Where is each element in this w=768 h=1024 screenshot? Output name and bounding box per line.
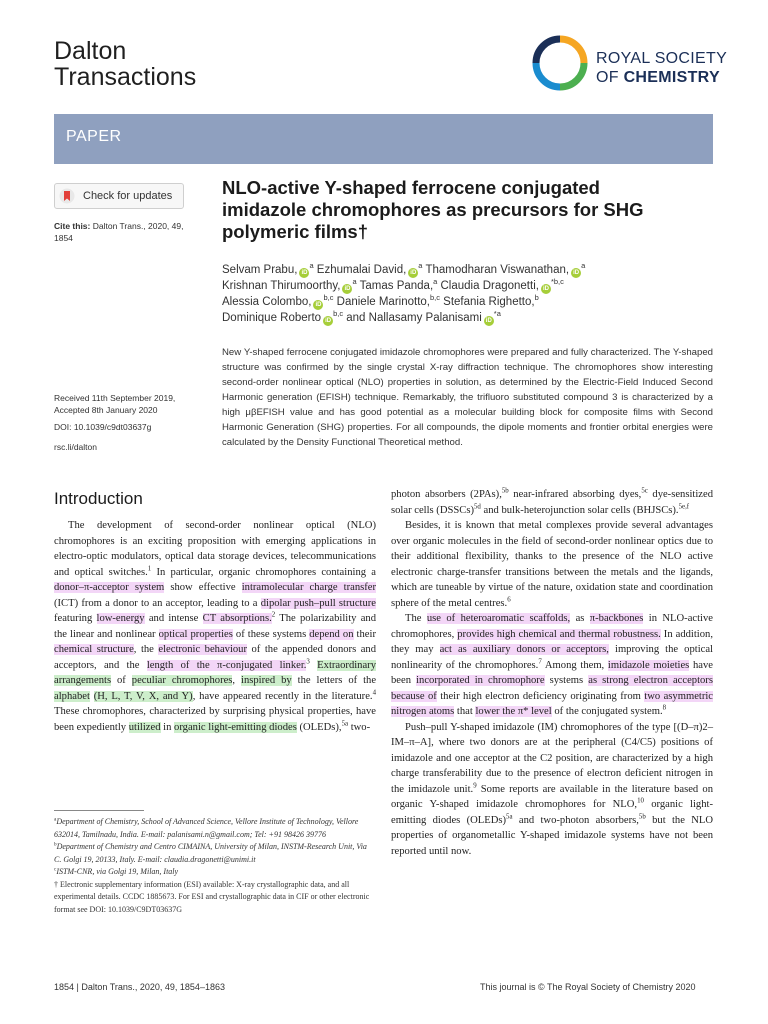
- bookmark-icon: [59, 188, 75, 204]
- footer-citation: 1854 | Dalton Trans., 2020, 49, 1854–1863: [54, 982, 225, 992]
- article-title: NLO-active Y-shaped ferrocene conjugated imidazole chromophores as precursors for SHG polymeric films†: [222, 177, 644, 242]
- rsc-logo-icon: [532, 35, 588, 91]
- highlight: lower the π* level: [475, 706, 552, 717]
- highlight: provides high chemical and thermal robustness.: [457, 628, 661, 640]
- journal-title-line2: Transactions: [54, 63, 197, 91]
- orcid-icon[interactable]: iD: [344, 286, 351, 292]
- orcid-icon[interactable]: iD: [542, 286, 549, 292]
- paragraph: Besides, it is known that metal complexes provide several advantages over organic molecules in the field of second-order nonlinear optics due to their additional flexibility, thanks to the presence of the NLO active electronic charge-transfer transitions between the metals and the ligands, which are tuneable by virtue of the nature, oxidation state and coordination sphere of the metal centres.$^6$: [391, 520, 713, 609]
- publisher-name: [596, 49, 727, 87]
- journal-site-link[interactable]: rsc.li/dalton: [54, 442, 97, 452]
- affiliation-c: $^c$ISTM-CNR, via Golgi 19, Milan, Italy: [54, 866, 179, 876]
- highlight: Extraordinary arrangements: [54, 659, 377, 686]
- highlight: alphabet: [54, 690, 90, 702]
- orcid-icon[interactable]: iD: [315, 302, 322, 308]
- highlight: use of heteroaromatic scaffolds,: [426, 613, 571, 624]
- orcid-icon[interactable]: iD: [325, 318, 332, 324]
- paragraph: photon absorbers (2PAs),$^{5b}$ near-infrared absorbing dyes,$^{5c}$ dye-sensitized solar cells (DSSCs)$^{5d}$ and bulk-heterojunction solar cells (BHJSCs).$^{5e,f}$: [391, 487, 713, 516]
- highlight: because of: [391, 690, 437, 702]
- orcid-icon[interactable]: iD: [410, 270, 417, 276]
- highlight: donor–π-acceptor system: [54, 582, 165, 593]
- highlight: organic light-emitting diodes: [174, 721, 297, 733]
- highlight: utilized: [128, 721, 161, 733]
- esi-note: † Electronic supplementary information (ESI) available: X-ray crystallographic data, and all experimental details. CCDC 1885673. For ESI and crystallographic data in CIF or other electronic format see DOI: 10.1039/C9DT03637G: [54, 879, 370, 914]
- publisher-line2: OF CHEMISTRY: [596, 69, 720, 86]
- section-heading-introduction: Introduction: [54, 489, 143, 508]
- highlight: inspired by: [241, 675, 292, 686]
- body-column-right: [391, 487, 713, 859]
- accepted-line: Accepted 8th January 2020: [54, 405, 158, 415]
- publisher-line1: ROYAL SOCIETY: [596, 50, 728, 67]
- highlight: peculiar chromophores: [131, 675, 233, 686]
- article-type-label: PAPER: [66, 128, 122, 145]
- body-column-left: [54, 518, 376, 735]
- affiliation-b: $^b$Department of Chemistry and Centro CIMAINA, University of Milan, INSTM-Research Unit, Via C. Golgi 19, 20133, Italy. E-mail: claudia.dragonetti@unimi.it: [54, 841, 367, 864]
- author-list: Selvam Prabu, $iD^a$ Ezhumalai David, $iD^a$ Thamodharan Viswanathan, $iD^a$ Krishnan Thirumoorthy, $iD^a$ Tamas Panda,$^a$ Claudia Dragonetti, iD$^{*b,c}$ Alessia Colombo, iD$^{b,c}$ Daniele Marinotto,$^{b,c}$ Stefania Righetto,$^b$ Dominique Roberto iD$^{b,c}$ and Nallasamy Palanisami $iD^{*a}$: [222, 261, 586, 324]
- article-type-band: [54, 114, 713, 164]
- highlight: chemical structure: [54, 644, 134, 655]
- abstract: New Y-shaped ferrocene conjugated imidazole chromophores were prepared and fully characterized. The Y-shaped structure was confirmed by the single crystal X-ray diffraction technique. The chromophores show interesting second-order nonlinear optical (NLO) properties in solution, as determined by the Electric-Field Induced Second Harmonic generation (EFISH) technique. Remarkably, the trifluoro substituted compound 3 is characterized by a high μβEFISH value and has good potential as a molecular building block for composite films with Second Harmonic Generation (SHG) properties. For all compounds, the dipole moments and frontier orbital energies were calculated by the Density Functional Theoretical method.: [222, 347, 713, 448]
- highlight: two asymmetric nitrogen atoms: [391, 690, 714, 717]
- highlight: (H, L, T, V, X, and Y): [93, 690, 193, 702]
- check-for-updates-label: Check for updates: [83, 190, 173, 202]
- highlight: low-energy: [96, 613, 145, 624]
- affiliation-a: $^a$Department of Chemistry, School of Advanced Science, Vellore Institute of Technology, Vellore 632014, Tamilnadu, India. E-mail: palanisami.n@gmail.com; Tel: +91 98426 39776: [54, 816, 359, 839]
- footnote-divider: [54, 810, 144, 811]
- orcid-icon[interactable]: iD: [301, 270, 308, 276]
- highlight: imidazole moieties: [607, 659, 690, 671]
- cite-label: Cite this:: [54, 221, 91, 231]
- highlight: incorporated in chromophore: [416, 675, 545, 686]
- journal-title: [54, 38, 196, 90]
- affiliations: [54, 816, 376, 916]
- paragraph: The use of heteroaromatic scaffolds, as π-backbones in NLO-active chromophores, provides high chemical and thermal robustness. In addition, they may act as auxiliary donors or acceptors, improving the optical nonlinearity of the chromophores.$^7$ Among them, imidazole moieties have been incorporated in chromophore systems as strong electron acceptors because of their high electron deficiency originating from two asymmetric nitrogen atoms that lower the π* level of the conjugated system.$^8$: [391, 613, 714, 717]
- cite-this: [54, 220, 204, 244]
- cite-text: Dalton Trans., 2020, 49, 1854: [54, 221, 184, 243]
- highlight: as strong electron acceptors: [588, 675, 713, 686]
- footer-copyright: This journal is © The Royal Society of Chemistry 2020: [480, 982, 696, 992]
- check-for-updates-button[interactable]: [54, 183, 184, 209]
- orcid-icon[interactable]: iD: [573, 270, 580, 276]
- orcid-icon[interactable]: iD: [485, 318, 492, 324]
- highlight: electronic behaviour: [158, 644, 248, 655]
- highlight: CT absorptions.: [202, 613, 272, 624]
- received-line: Received 11th September 2019,: [54, 393, 176, 403]
- highlight: dipolar push–pull structure: [260, 597, 376, 609]
- highlight: act as auxiliary donors or acceptors,: [439, 644, 609, 655]
- doi-link[interactable]: DOI: 10.1039/c9dt03637g: [54, 422, 152, 432]
- highlight: length of the π-conjugated linker.: [146, 659, 307, 671]
- received-dates: [54, 392, 204, 416]
- highlight: intramolecular charge transfer: [241, 582, 376, 593]
- highlight: depend on: [309, 628, 354, 640]
- paragraph: Push–pull Y-shaped imidazole (IM) chromophores of the type [(D–π)2–IM–π–A], where two donors are at the peripheral (C4/C5) positions of imidazole and one acceptor at the C2 position, are characterized by a high charge transferability due to the presence of electron deficient nitrogen in the imidazole unit.$^9$ Some reports are available in the literature based on organic Y-shaped imidazole chromophores for NLO,$^{10}$ organic light-emitting diodes (OLEDs)$^{5a}$ and two-photon absorbers,$^{5b}$ but the NLO properties of organometallic Y-shaped imidazole systems have not been reported until now.: [391, 721, 713, 857]
- paragraph: The development of second-order nonlinear optical (NLO) chromophores is an exciting proposition with emerging applications in electro-optic modulators, optical data storage devices, telecommunications and optical switches.$^1$ In particular, organic chromophores containing a donor–π-acceptor system show effective intramolecular charge transfer (ICT) from a donor to an acceptor, leading to a dipolar push–pull structure featuring low-energy and intense CT absorptions.$^2$ The polarizability and the linear and nonlinear optical properties of these systems depend on their chemical structure, the electronic behaviour of the appended donors and acceptors, and the length of the π-conjugated linker.$^3$ Extraordinary arrangements of peculiar chromophores, inspired by the letters of the alphabet (H, L, T, V, X, and Y), have appeared recently in the literature.$^4$ These chromophores, characterized by surprising physical properties, have been expediently utilized in organic light-emitting diodes (OLEDs),$^{5a}$ two-: [54, 520, 377, 733]
- highlight: optical properties: [158, 628, 233, 640]
- highlight: π-backbones: [589, 613, 644, 624]
- journal-title-line1: Dalton: [54, 37, 127, 65]
